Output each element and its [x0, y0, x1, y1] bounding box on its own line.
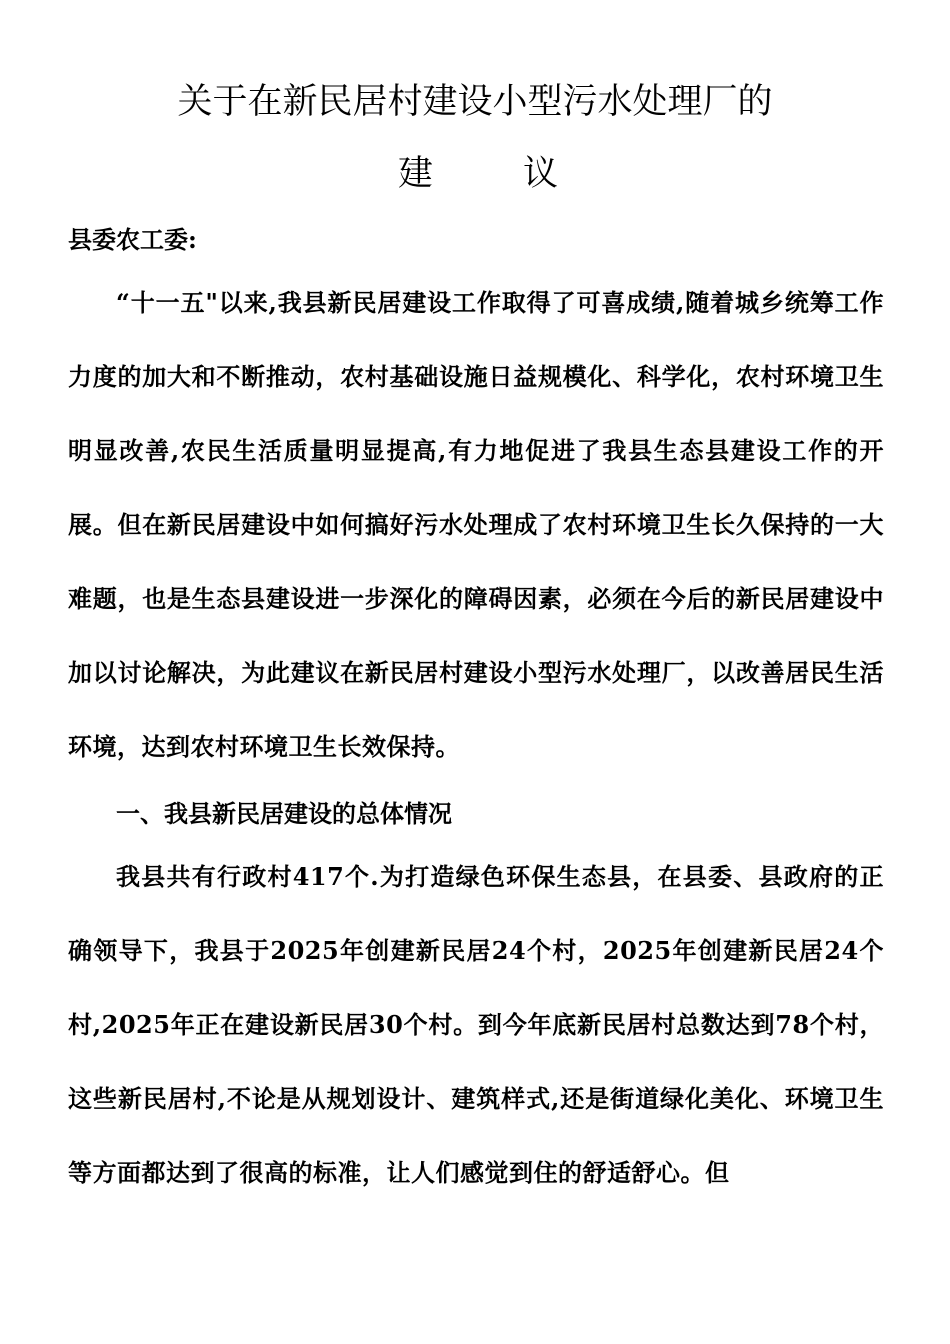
body-paragraph-2: 我县共有行政村417个.为打造绿色环保生态县，在县委、县政府的正确领导下，我县于2025年创建新民居24个村，2025年创建新民居24个村,2025年正在建设新民居30个村。到今年底新民居村总数达到78个村，这些新民居村,不论是从规划设计、建筑样式,还是街道绿化美化、环境卫生等方面都达到了很高的标准，让人们感觉到住的舒适舒心。但 — [68, 862, 884, 1187]
document-title-suffix — [398, 152, 558, 196]
body-paragraph-1: “十一五"以来,我县新民居建设工作取得了可喜成绩,随着城乡统筹工作力度的加大和不断推动，农村基础设施日益规模化、科学化，农村环境卫生明显改善,农民生活质量明显提高,有力地促进了我县生态县建设工作的开展。但在新民居建设中如何搞好污水处理成了农村环境卫生长久保持的一大难题，也是生态县建设进一步深化的障碍因素，必须在今后的新民居建设中加以讨论解决，为此建议在新民居村建设小型污水处理厂，以改善居民生活环境，达到农村环境卫生长效保持。 — [68, 288, 884, 761]
document-title: 关于在新民居村建设小型污水处理厂的 — [177, 82, 773, 122]
title-suffix-char-2: 议 — [522, 154, 558, 194]
salutation: 县委农工委: — [68, 225, 197, 254]
section-heading-1: 一、我县新民居建设的总体情况 — [116, 800, 452, 828]
title-suffix-char-1: 建 — [398, 154, 434, 194]
